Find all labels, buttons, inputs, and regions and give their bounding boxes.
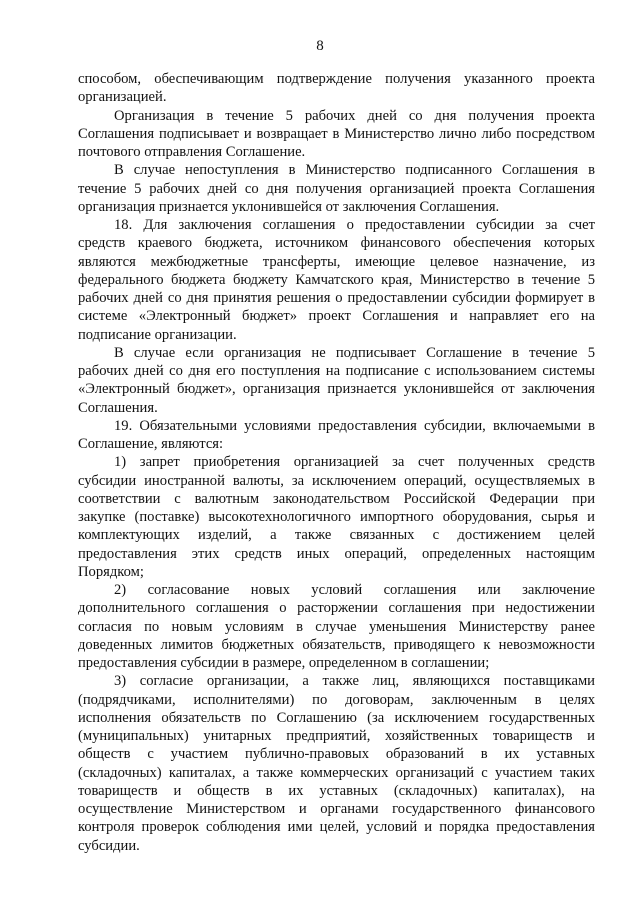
text-line: организацией. <box>78 89 167 106</box>
text-line: системе «Электронный бюджет» проект Соглашения и направляет его на <box>78 308 595 325</box>
paragraph <box>78 453 595 581</box>
text-line: «Электронный бюджет», организация признается уклонившейся от заключения <box>78 381 595 398</box>
text-line: предоставления субсидии в размере, определенном в соглашении; <box>78 655 490 671</box>
text-line: 2) согласование новых условий соглашения или заключение <box>114 582 595 598</box>
paragraph <box>78 581 595 672</box>
text-line: 1) запрет приобретения организацией за счет полученных средств <box>114 454 595 471</box>
paragraph <box>78 70 595 107</box>
text-line: подписание организации. <box>78 326 237 343</box>
text-line: исполнения обязательств по Соглашению (за исключением государственных <box>78 709 595 726</box>
text-line: (складочных) капиталах, а также коммерческих организаций с участием таких <box>78 764 595 781</box>
text-line: В случае если организация не подписывает Соглашение в течение 5 <box>114 344 595 361</box>
text-line: субсидии. <box>78 837 140 854</box>
text-line: закупке (поставке) высокотехнологичного импортного оборудования, сырья и <box>78 509 595 525</box>
text-line: контроля проверок соблюдения ими целей, условий и порядка предоставления <box>78 819 595 836</box>
text-line: Соглашения. <box>78 399 158 416</box>
text-line: дополнительного соглашения о расторжении соглашения при недостижении <box>78 600 595 617</box>
text-line: доведенных лимитов бюджетных обязательств, приводящего к невозможности <box>78 636 595 653</box>
text-line: обществ с участием публично-правовых образований в их уставных <box>78 746 595 763</box>
text-line: почтового отправления Соглашение. <box>78 144 306 160</box>
text-line: организация признается уклонившейся от заключения Соглашения. <box>78 198 500 215</box>
text-line: Соглашение, являются: <box>78 436 224 452</box>
paragraph <box>78 107 595 162</box>
text-line: Порядком; <box>78 563 144 580</box>
text-line: комплектующих изделий, а также связанных с достижением целей <box>78 527 595 544</box>
text-line: товариществ и обществ в их уставных (складочных) капиталах), на <box>78 782 595 799</box>
paragraph <box>78 216 595 344</box>
paragraph <box>78 344 595 417</box>
text-line: соответствии с валютным законодательством Российской Федерации при <box>78 490 595 507</box>
text-line: рабочих дней со дня его поступления на подписание с использованием системы <box>78 363 595 379</box>
text-line: В случае непоступления в Министерство подписанного Соглашения в <box>114 162 595 179</box>
text-line: осуществление Министерством и органами государственного финансового <box>78 801 595 817</box>
text-line: средств краевого бюджета, источником финансового обеспечения которых <box>78 235 595 252</box>
text-line: способом, обеспечивающим подтверждение получения указанного проекта <box>78 71 595 87</box>
paragraph <box>78 672 595 855</box>
text-line: являются межбюджетные трансферты, имеющие целевое назначение, из <box>78 253 595 270</box>
text-line: (подрядчиками, исполнителями) по договорам, заключенным в целях <box>78 691 595 708</box>
text-line: Организация в течение 5 рабочих дней со дня получения проекта <box>114 107 595 124</box>
text-line: 19. Обязательными условиями предоставления субсидии, включаемыми в <box>114 417 595 434</box>
document-body <box>78 70 595 855</box>
text-line: 3) согласие организации, а также лиц, являющихся поставщиками <box>114 673 595 690</box>
text-line: предоставления этих средств иных операций, определенных настоящим <box>78 545 595 562</box>
text-line: 18. Для заключения соглашения о предоставлении субсидии за счет <box>114 217 595 233</box>
paragraph <box>78 417 595 454</box>
text-line: Соглашения подписывает и возвращает в Министерство лично либо посредством <box>78 125 595 142</box>
text-line: федерального бюджета бюджету Камчатского края, Министерство в течение 5 <box>78 271 595 288</box>
text-line: рабочих дней со дня принятия решения о предоставлении субсидии формирует в <box>78 290 595 306</box>
text-line: течение 5 рабочих дней со дня получения организацией проекта Соглашения <box>78 180 595 197</box>
text-line: (муниципальных) унитарных предприятий, хозяйственных товариществ и <box>78 728 595 744</box>
text-line: субсидии иностранной валюты, за исключением операций, осуществляемых в <box>78 472 595 489</box>
text-line: согласия по новым условиям в случае уменьшения Министерству ранее <box>78 618 595 635</box>
paragraph <box>78 161 595 216</box>
page-number: 8 <box>316 38 324 54</box>
